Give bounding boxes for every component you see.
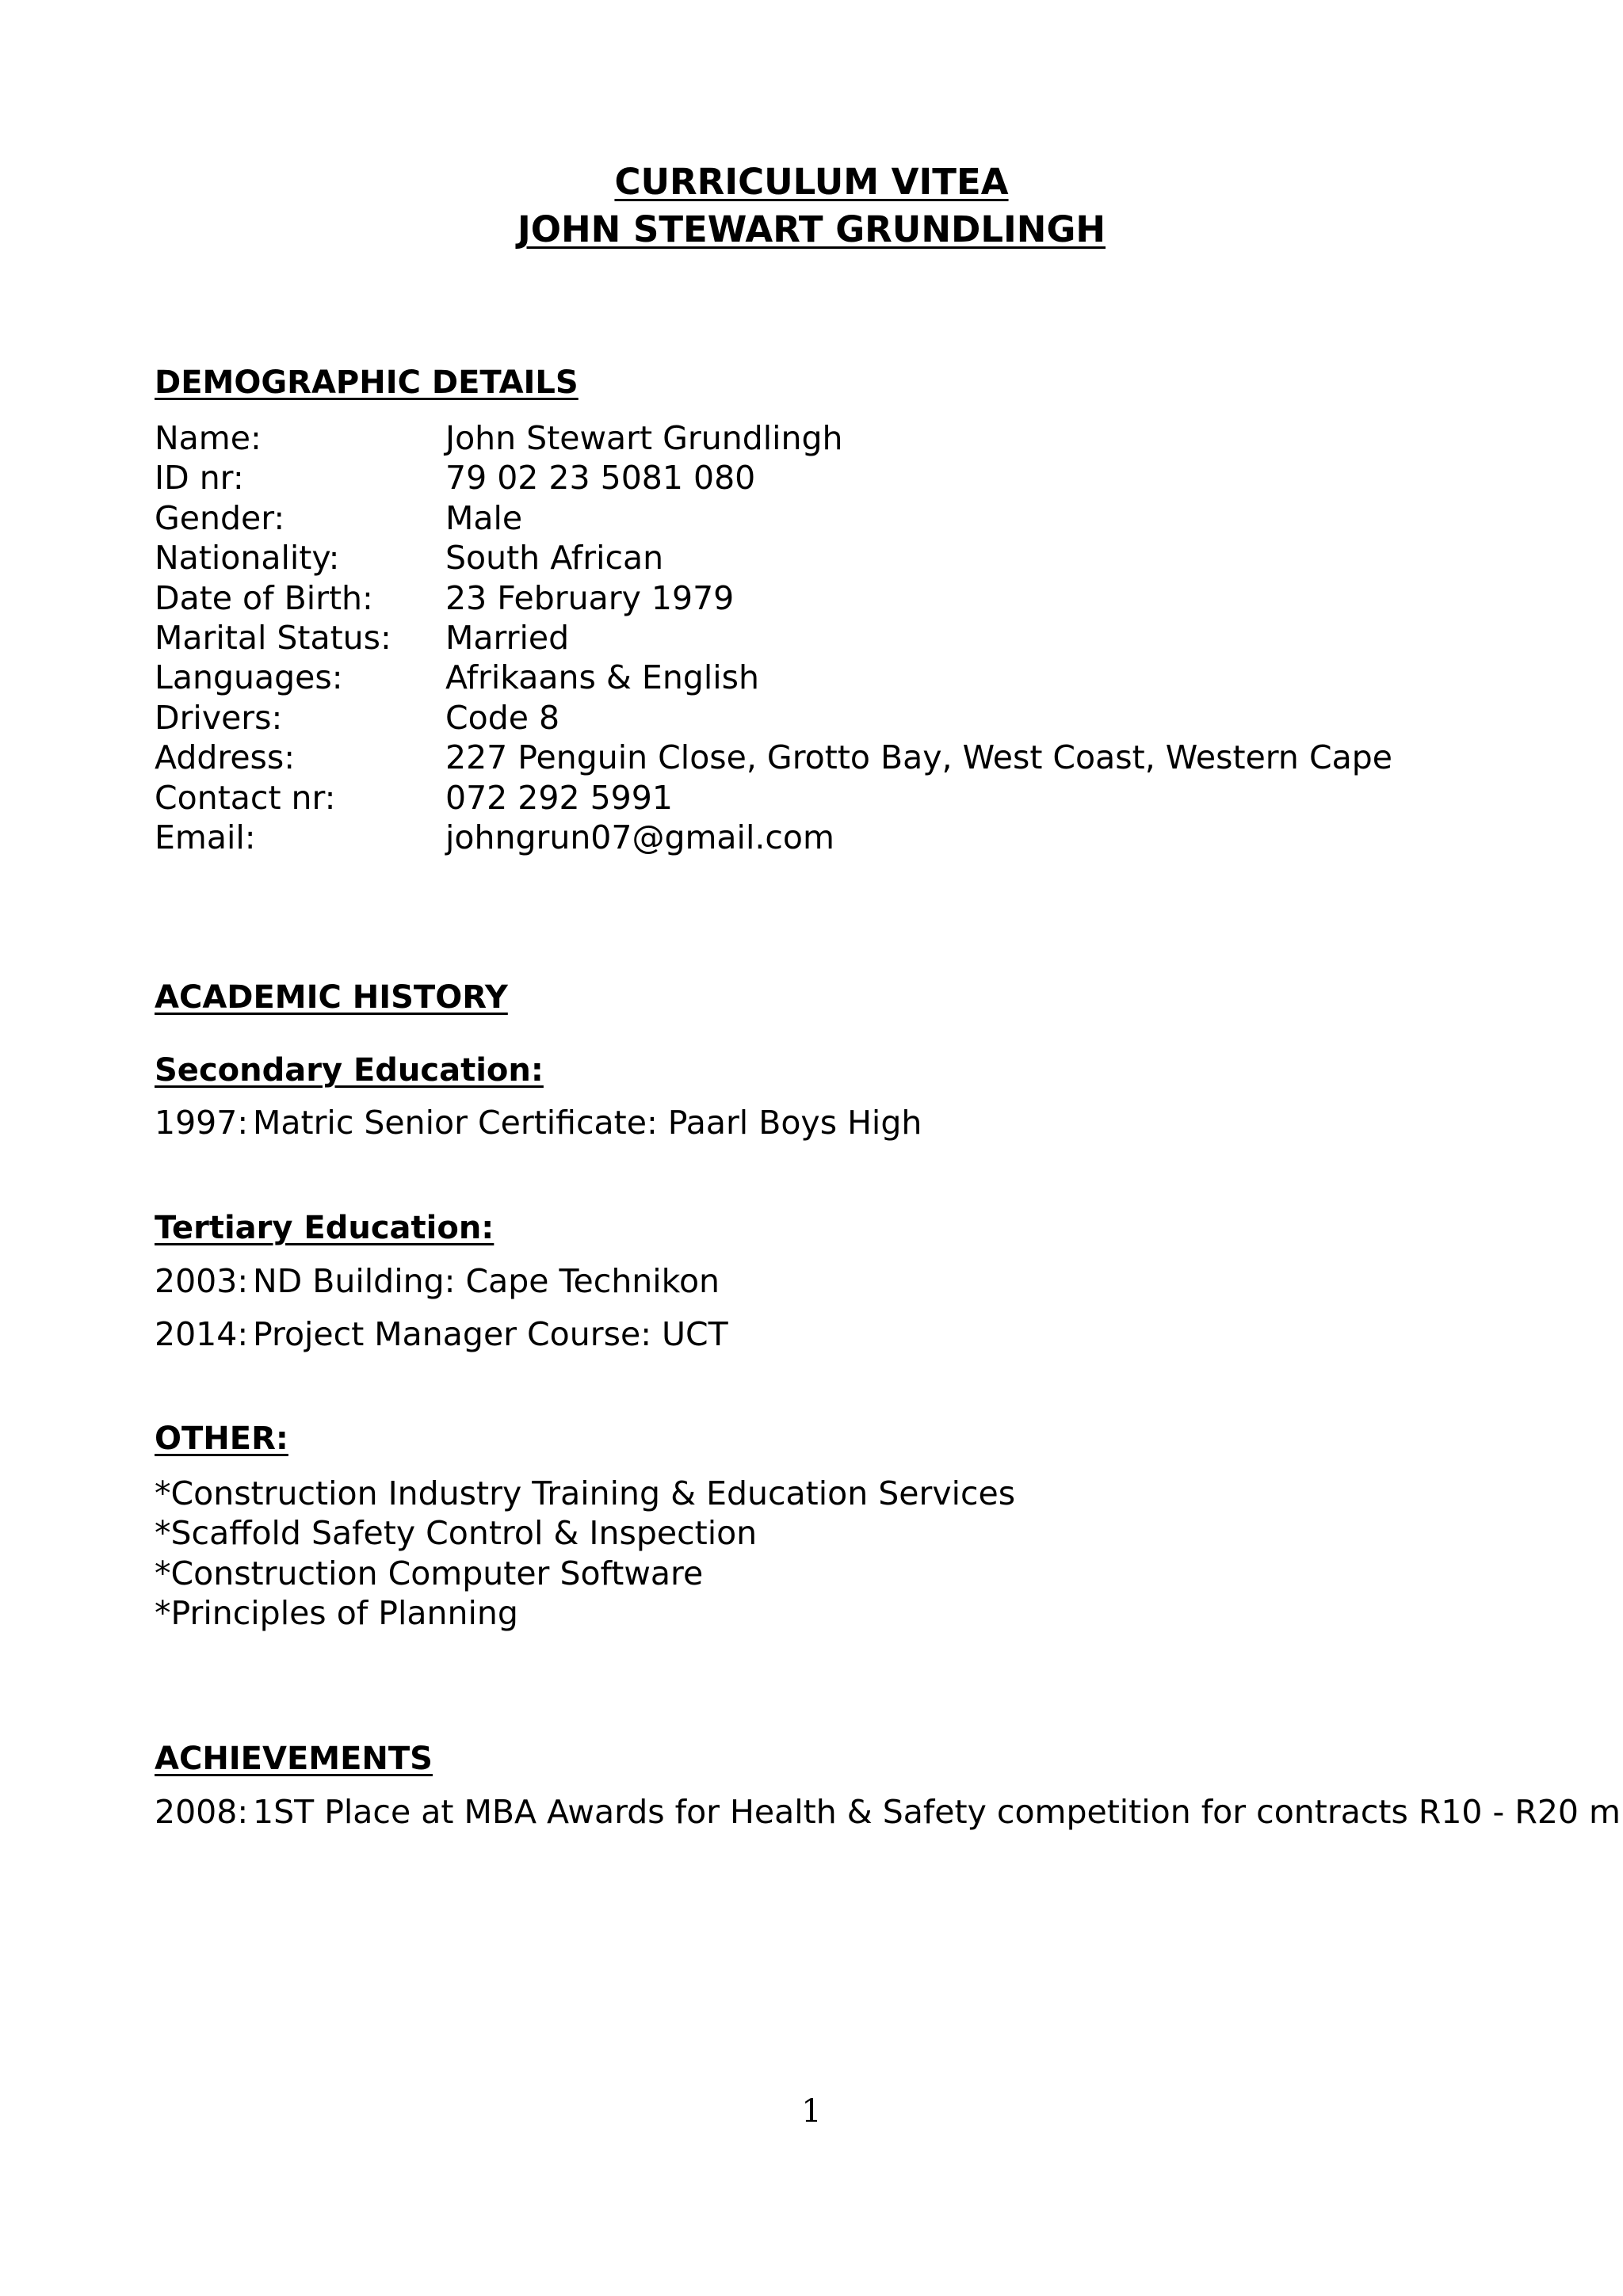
- tertiary-education-heading: Tertiary Education:: [155, 1210, 495, 1246]
- detail-label: Contact nr:: [155, 778, 336, 817]
- detail-value: John Stewart Grundlingh: [445, 419, 843, 457]
- detail-label: Nationality:: [155, 539, 340, 578]
- other-item: *Construction Industry Training & Education Services: [155, 1474, 1016, 1512]
- detail-label: Drivers:: [155, 698, 283, 737]
- detail-value: johngrun07@gmail.com: [445, 818, 834, 856]
- secondary-education-heading: Secondary Education:: [155, 1052, 544, 1089]
- achievement-text: 1ST Place at MBA Awards for Health & Safety competition for contracts R10 - R20 m: [253, 1793, 1621, 1831]
- detail-label: Date of Birth:: [155, 578, 373, 617]
- detail-label: Name:: [155, 419, 262, 457]
- detail-value: Code 8: [445, 698, 560, 737]
- achievements-heading: ACHIEVEMENTS: [155, 1741, 433, 1777]
- detail-value: Married: [445, 618, 570, 657]
- other-heading: OTHER:: [155, 1421, 288, 1457]
- tertiary-education-item: [155, 1261, 720, 1301]
- title-line-1: CURRICULUM VITEA: [614, 161, 1009, 203]
- achievement-year: 2008:: [155, 1793, 249, 1831]
- academic-heading: ACADEMIC HISTORY: [155, 979, 508, 1016]
- detail-value: 227 Penguin Close, Grotto Bay, West Coast, Western Cape: [445, 738, 1392, 777]
- achievement-item: [155, 1792, 1621, 1832]
- other-list: [155, 1474, 1015, 1634]
- other-item: *Construction Computer Software: [155, 1554, 704, 1592]
- detail-label: Marital Status:: [155, 618, 391, 657]
- detail-value: 23 February 1979: [445, 578, 735, 617]
- detail-value: 79 02 23 5081 080: [445, 459, 756, 498]
- detail-label: Address:: [155, 738, 296, 777]
- education-year: 2014:: [155, 1315, 249, 1353]
- detail-value: 072 292 5991: [445, 778, 673, 817]
- education-year: 2003:: [155, 1262, 249, 1300]
- other-item: *Scaffold Safety Control & Inspection: [155, 1514, 758, 1553]
- detail-value: South African: [445, 539, 664, 578]
- education-text: Project Manager Course: UCT: [253, 1315, 728, 1353]
- detail-label: Email:: [155, 818, 256, 856]
- detail-label: Languages:: [155, 658, 343, 697]
- secondary-education-item: [155, 1103, 922, 1142]
- detail-value: Male: [445, 498, 523, 537]
- education-text: Matric Senior Certificate: Paarl Boys High: [253, 1104, 922, 1142]
- title-line-2: JOHN STEWART GRUNDLINGH: [517, 208, 1106, 250]
- detail-label: ID nr:: [155, 459, 244, 498]
- detail-value: Afrikaans & English: [445, 658, 759, 697]
- page-number: 1: [801, 2093, 822, 2130]
- education-text: ND Building: Cape Technikon: [253, 1262, 720, 1300]
- detail-label: Gender:: [155, 498, 285, 537]
- document-title: [0, 158, 1623, 254]
- tertiary-education-item: [155, 1314, 728, 1354]
- demographic-heading: DEMOGRAPHIC DETAILS: [155, 364, 579, 401]
- other-item: *Principles of Planning: [155, 1594, 518, 1633]
- education-year: 1997:: [155, 1104, 249, 1142]
